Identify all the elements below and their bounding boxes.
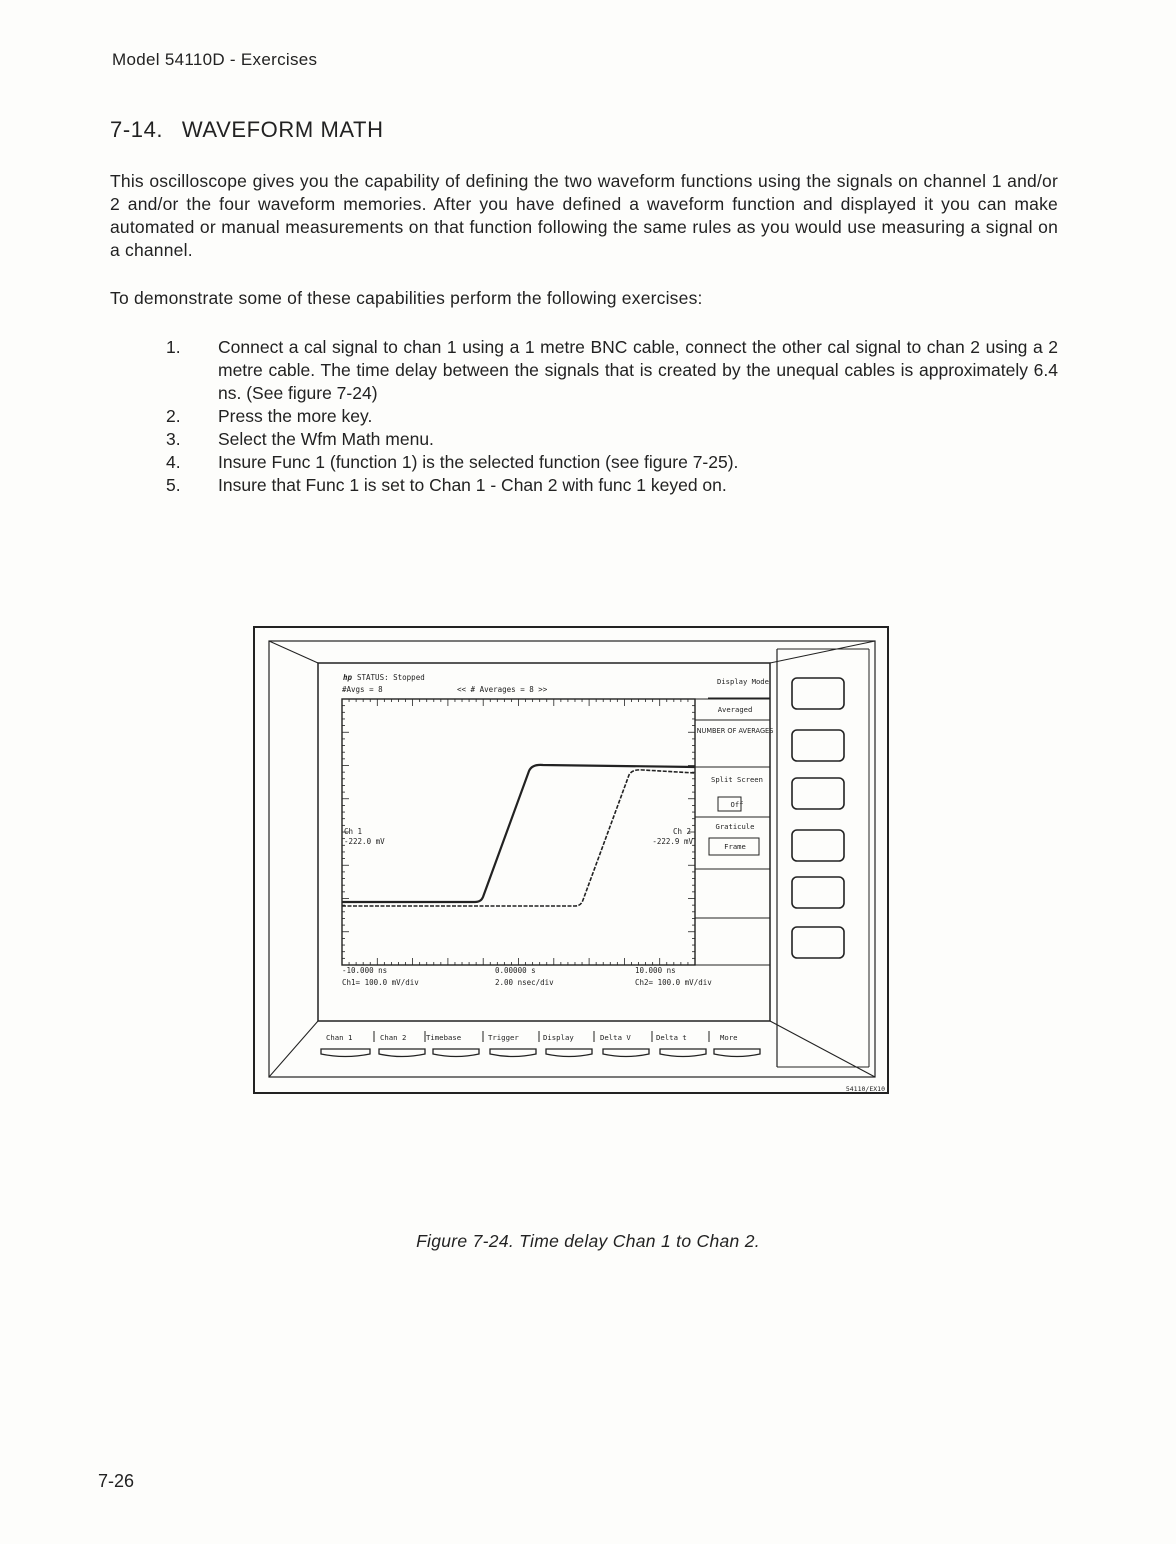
section-heading [110, 117, 384, 143]
channel-1-waveform [342, 765, 695, 902]
softkey-display[interactable] [546, 1049, 592, 1057]
graticule-title: Graticule [715, 822, 755, 831]
softkey-label-chan1: Chan 1 [326, 1033, 353, 1042]
step-text: Select the Wfm Math menu. [218, 429, 434, 449]
averages-banner: << # Averages = 8 >> [457, 685, 548, 694]
bezel-key-5[interactable] [792, 877, 844, 908]
step-number: 2. [166, 406, 181, 426]
softkey-label-chan2: Chan 2 [380, 1033, 407, 1042]
softkey-more[interactable] [714, 1049, 760, 1057]
step-text: Insure Func 1 (function 1) is the selected function (see figure 7-25). [218, 452, 739, 472]
list-item [166, 336, 1058, 405]
softkey-label-timebase: Timebase [426, 1033, 462, 1042]
list-item [166, 428, 1058, 451]
softkey-delta-v[interactable] [603, 1049, 649, 1057]
softkey-label-display: Display [543, 1033, 574, 1042]
ch2-scale: Ch2= 100.0 mV/div [635, 978, 712, 987]
softkey-timebase[interactable] [433, 1049, 479, 1057]
exercise-steps [166, 336, 1058, 497]
time-left: -10.000 ns [342, 966, 388, 975]
softkey-chan1[interactable] [321, 1049, 370, 1057]
softkey-delta-t[interactable] [660, 1049, 706, 1057]
list-item [166, 474, 1058, 497]
softkey-chan2[interactable] [379, 1049, 425, 1057]
step-number: 3. [166, 429, 181, 449]
step-text: Insure that Func 1 is set to Chan 1 - Chan 2 with func 1 keyed on. [218, 475, 727, 495]
avgs-text: #Avgs = 8 [342, 685, 383, 694]
bezel-key-6[interactable] [792, 927, 844, 958]
softkey-label-trigger: Trigger [488, 1033, 519, 1042]
page-number: 7-26 [98, 1471, 135, 1491]
bezel-key-1[interactable] [792, 678, 844, 709]
split-screen-value[interactable]: Off [730, 800, 744, 809]
bezel-key-4[interactable] [792, 830, 844, 861]
graticule [342, 699, 695, 965]
running-header: Model 54110D - Exercises [112, 50, 318, 69]
oscilloscope-figure [253, 621, 890, 1095]
display-mode-title: Display Mode [717, 677, 769, 686]
ch1-label: Ch 1 [344, 827, 363, 836]
time-right: 10.000 ns [635, 966, 676, 975]
ch2-label: Ch 2 [672, 827, 691, 836]
ch1-value: -222.0 mV [344, 837, 385, 846]
list-item [166, 405, 1058, 428]
hp-logo: hp [343, 673, 353, 682]
bezel-key-3[interactable] [792, 778, 844, 809]
number-of-averages[interactable]: NUMBER OF AVERAGES [696, 727, 774, 735]
figure-caption: Figure 7-24. Time delay Chan 1 to Chan 2. [416, 1231, 760, 1251]
softkey-label-delta-v: Delta V [600, 1033, 631, 1042]
softkey-label-more: More [720, 1033, 738, 1042]
step-text: Press the more key. [218, 406, 373, 426]
step-text: Connect a cal signal to chan 1 using a 1 metre BNC cable, connect the other cal signal to chan 2 using a 2 metre cable. The time delay between the signals that is created by the unequal cables is approximately 6.4 ns. (See figure 7-24) [218, 337, 1058, 403]
step-number: 1. [166, 337, 181, 357]
figure-id: 54110/EX10 [845, 1085, 885, 1093]
softkey-trigger[interactable] [490, 1049, 536, 1057]
step-number: 4. [166, 452, 181, 472]
time-center: 0.00000 s [495, 966, 536, 975]
softkey-label-delta-t: Delta t [656, 1033, 687, 1042]
ch1-scale: Ch1= 100.0 mV/div [342, 978, 419, 987]
channel-2-waveform [342, 770, 695, 906]
status-text: STATUS: Stopped [357, 673, 425, 682]
timebase-scale: 2.00 nsec/div [495, 978, 554, 987]
lead-paragraph: To demonstrate some of these capabilities perform the following exercises: [110, 288, 703, 308]
split-screen-title: Split Screen [711, 775, 763, 784]
section-number: 7-14. [110, 117, 164, 142]
inner-bezel [269, 641, 875, 1077]
ch2-value: -222.9 mV [652, 837, 693, 846]
step-number: 5. [166, 475, 181, 495]
bezel-key-2[interactable] [792, 730, 844, 761]
list-item [166, 451, 1058, 474]
intro-paragraph: This oscilloscope gives you the capability of defining the two waveform functions using the signals on channel 1 and/or 2 and/or the four waveform memories. After you have defined a waveform function and displayed it you can make automated or manual measurements on that function following the same rules as you would use measuring a signal on a channel. [110, 171, 1058, 260]
display-mode-value[interactable]: Averaged [717, 705, 753, 714]
section-title: WAVEFORM MATH [181, 117, 384, 142]
graticule-value[interactable]: Frame [724, 842, 746, 851]
